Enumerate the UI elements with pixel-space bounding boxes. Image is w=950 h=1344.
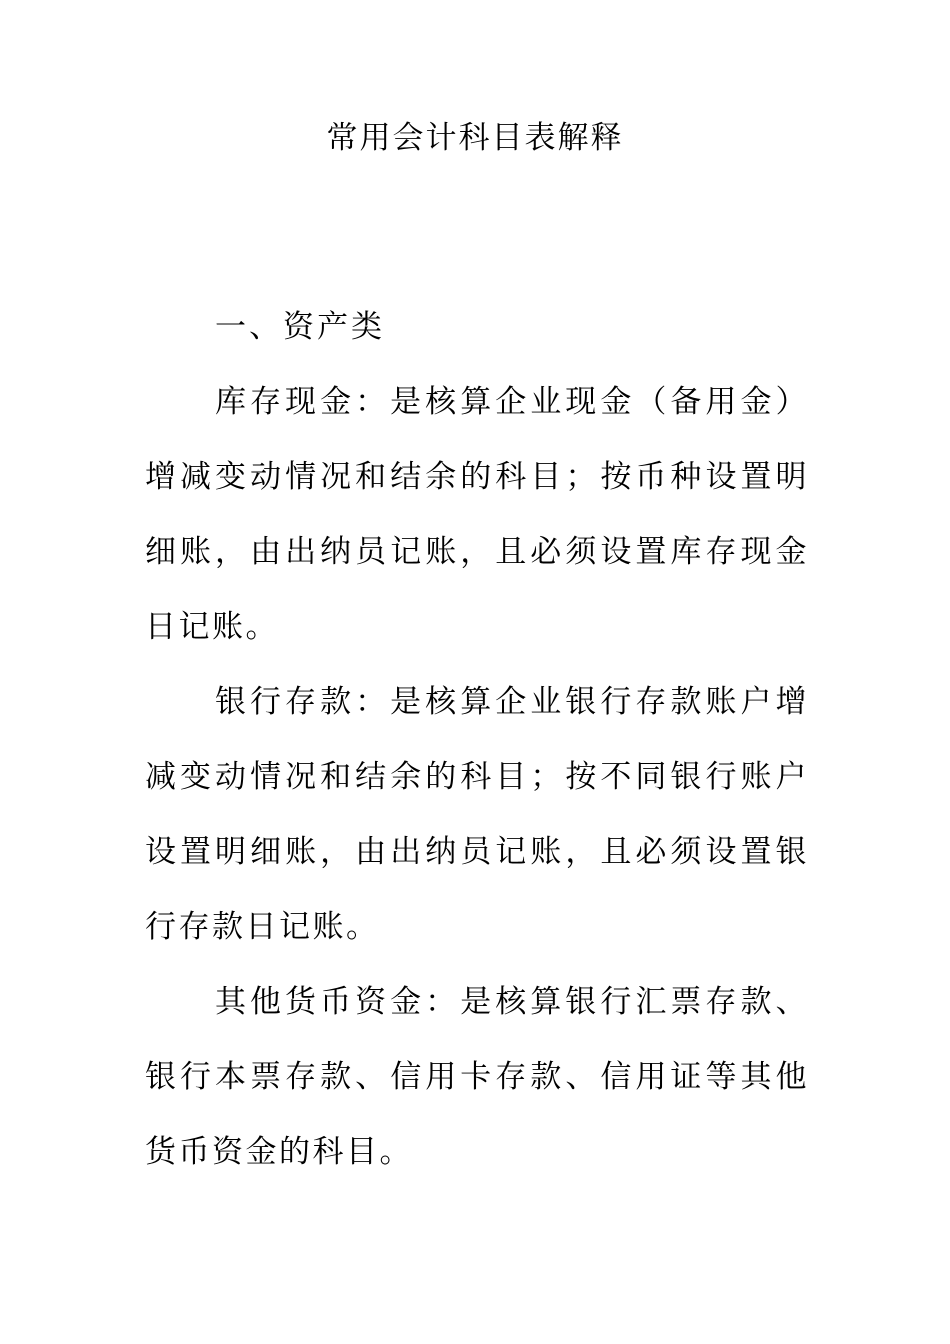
paragraph-bank-deposits: 银行存款：是核算企业银行存款账户增减变动情况和结余的科目；按不同银行账户设置明细账，由出纳员记账，且必须设置银行存款日记账。 (145, 684, 809, 945)
section-heading-assets: 一、资产类 (215, 309, 385, 345)
paragraph-other-monetary-funds: 其他货币资金：是核算银行汇票存款、银行本票存款、信用卡存款、信用证等其他货币资金的科目。 (145, 984, 809, 1170)
document-body (145, 290, 809, 1190)
paragraph-cash-on-hand: 库存现金：是核算企业现金（备用金）增减变动情况和结余的科目；按币种设置明细账，由出纳员记账，且必须设置库存现金日记账。 (145, 384, 809, 645)
document-title: 常用会计科目表解释 (326, 120, 624, 156)
